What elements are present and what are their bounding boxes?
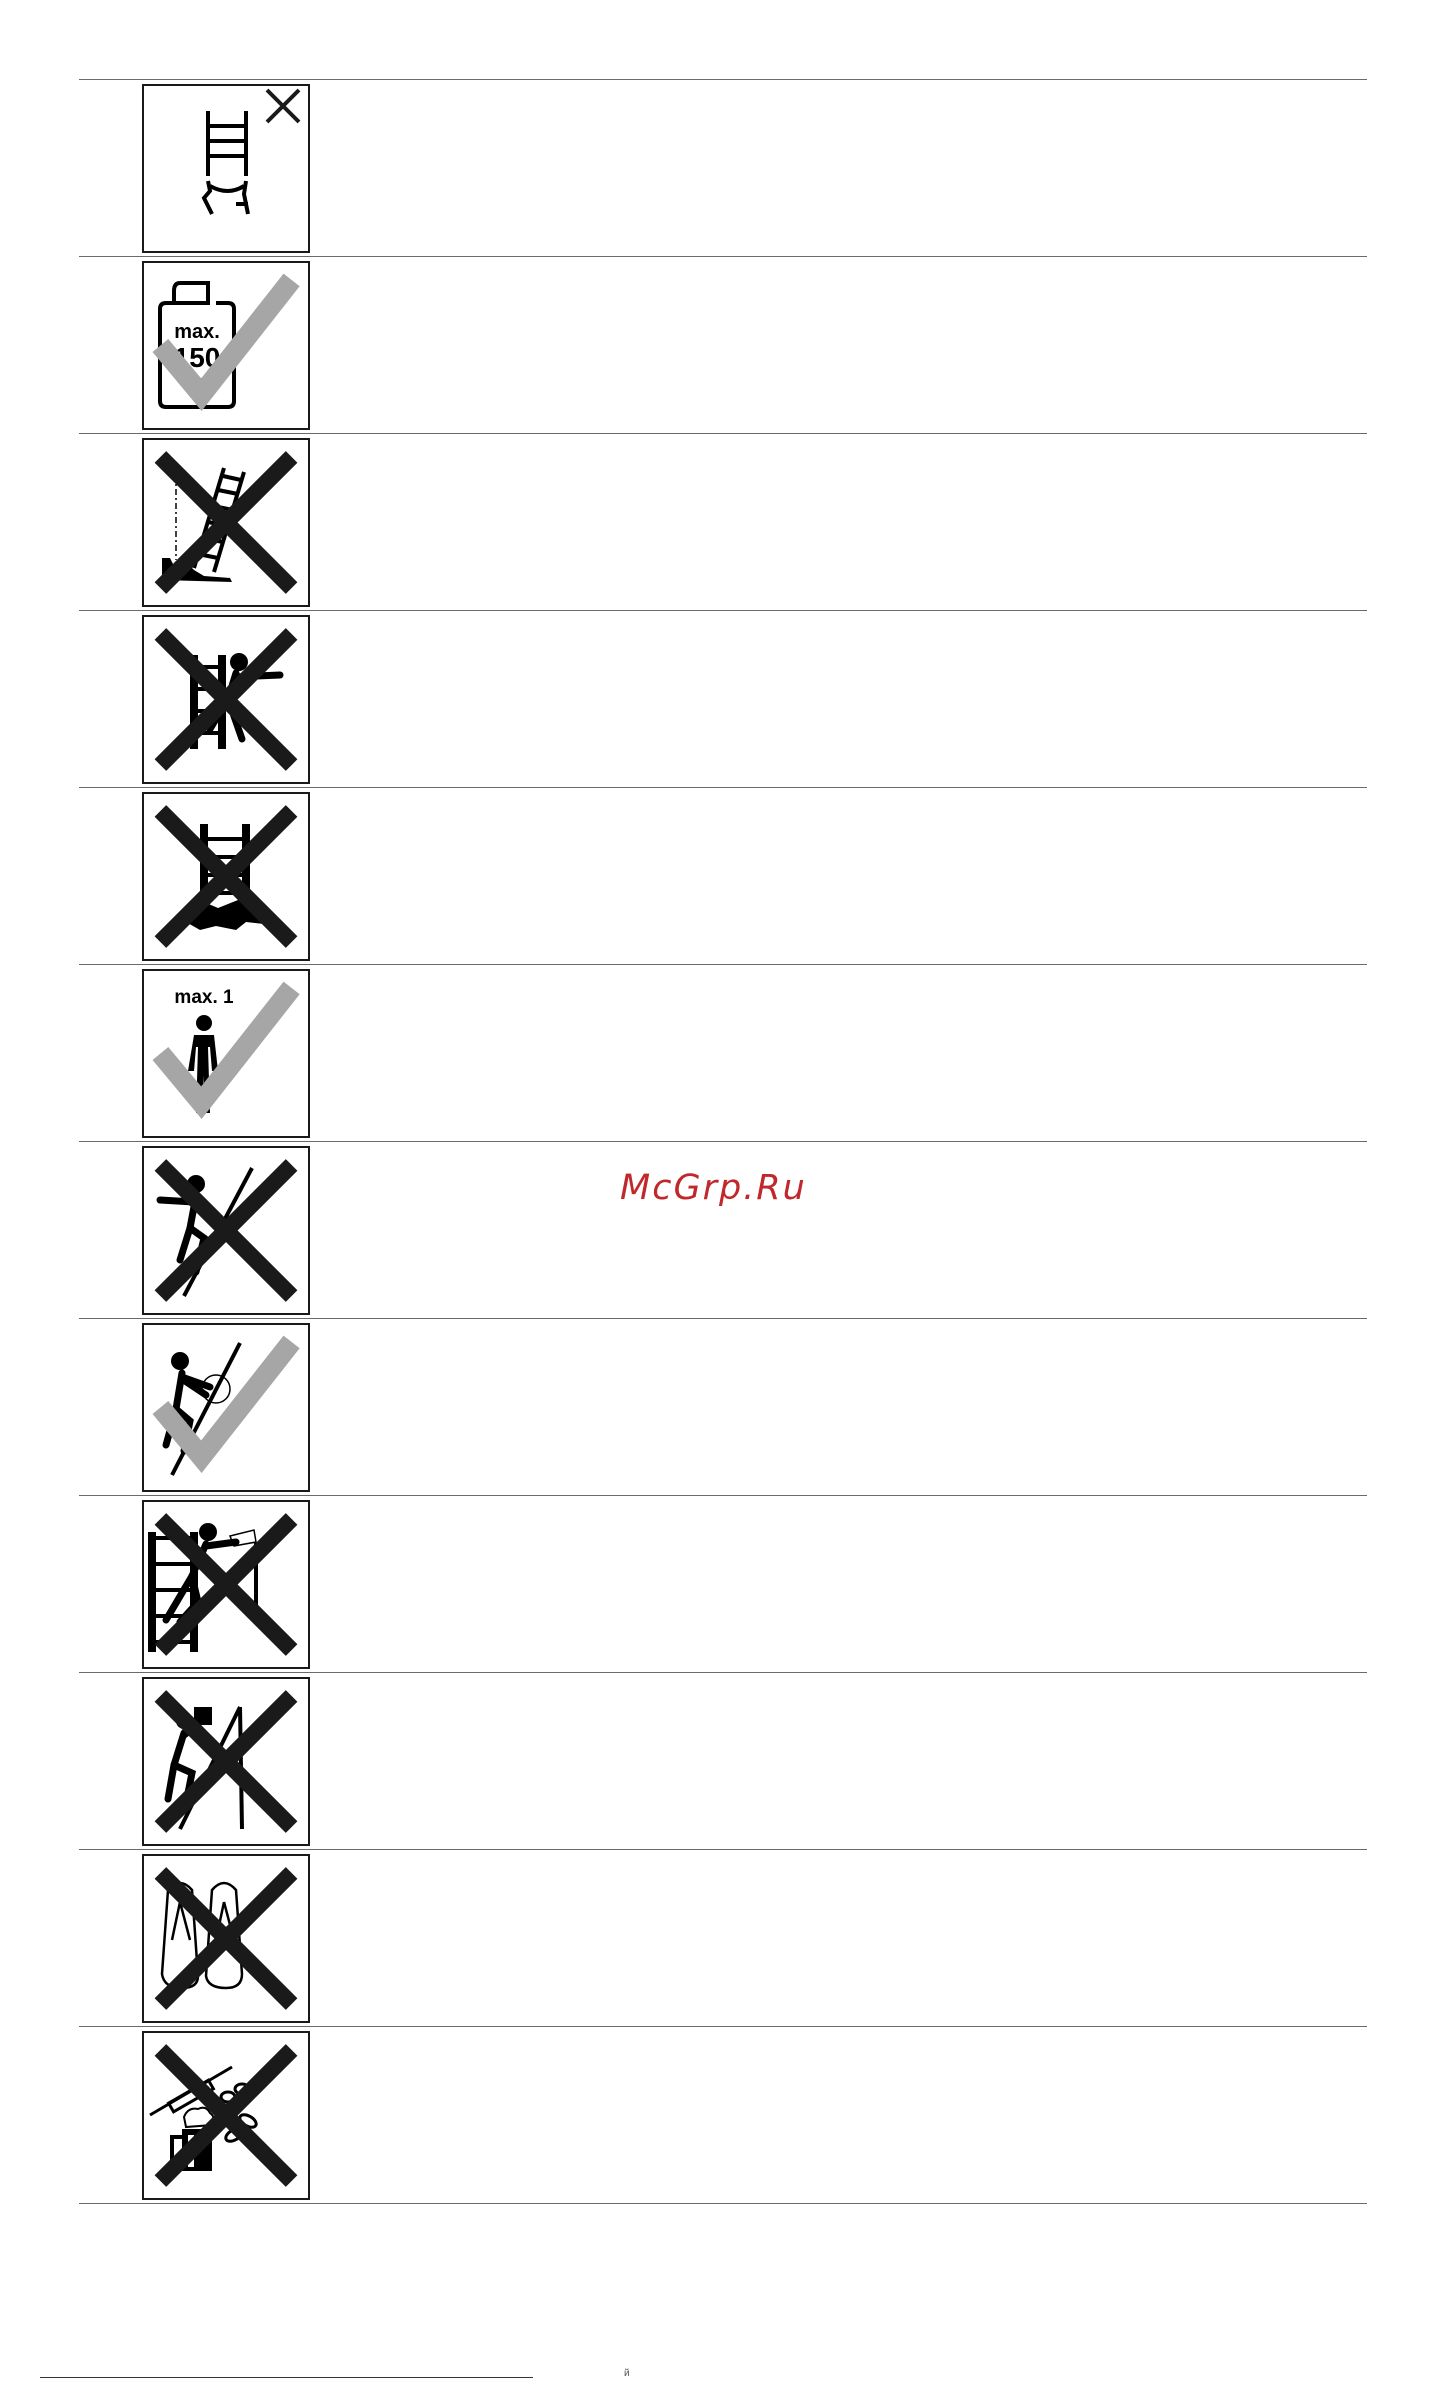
pictogram-box (142, 1854, 310, 2023)
row-divider (79, 1849, 1367, 1850)
row-divider (79, 787, 1367, 788)
weight-label-line3: kg (185, 372, 209, 394)
footer-glyph: й (624, 2368, 630, 2379)
row-divider (79, 964, 1367, 965)
weight-label-line2: 150 (173, 342, 221, 373)
pictogram-box (142, 792, 310, 961)
row-divider (79, 610, 1367, 611)
pictogram-box (142, 969, 310, 1138)
cross-icon (144, 794, 308, 959)
pictogram-box (142, 1323, 310, 1492)
cross-icon (144, 1679, 308, 1844)
cross-icon (263, 86, 303, 126)
pictogram-box (142, 2031, 310, 2200)
cross-icon (144, 2033, 308, 2198)
row-divider (79, 1495, 1367, 1496)
row-divider (79, 79, 1367, 80)
weight-label-line1: max. (174, 321, 220, 343)
pictogram-box (142, 1146, 310, 1315)
footer-rule (40, 2377, 533, 2378)
pictogram-box (142, 84, 310, 253)
cross-icon (144, 1148, 308, 1313)
row-divider (79, 433, 1367, 434)
row-divider (79, 2203, 1367, 2204)
pictogram-box (142, 1677, 310, 1846)
row-divider (79, 1141, 1367, 1142)
cross-icon (144, 1856, 308, 2021)
cross-icon (144, 617, 308, 782)
row-divider (79, 1672, 1367, 1673)
pictogram-box (142, 615, 310, 784)
check-icon (144, 1325, 308, 1490)
pictogram-box (142, 438, 310, 607)
row-divider (79, 2026, 1367, 2027)
cross-icon (144, 1502, 308, 1667)
check-icon (144, 971, 308, 1136)
row-divider (79, 256, 1367, 257)
check-icon (144, 263, 308, 428)
cross-icon (144, 440, 308, 605)
pictogram-box (142, 1500, 310, 1669)
watermark: McGrp.Ru (620, 1168, 807, 1208)
row-divider (79, 1318, 1367, 1319)
person-limit-label: max. 1 (174, 987, 234, 1008)
pictogram-box (142, 261, 310, 430)
